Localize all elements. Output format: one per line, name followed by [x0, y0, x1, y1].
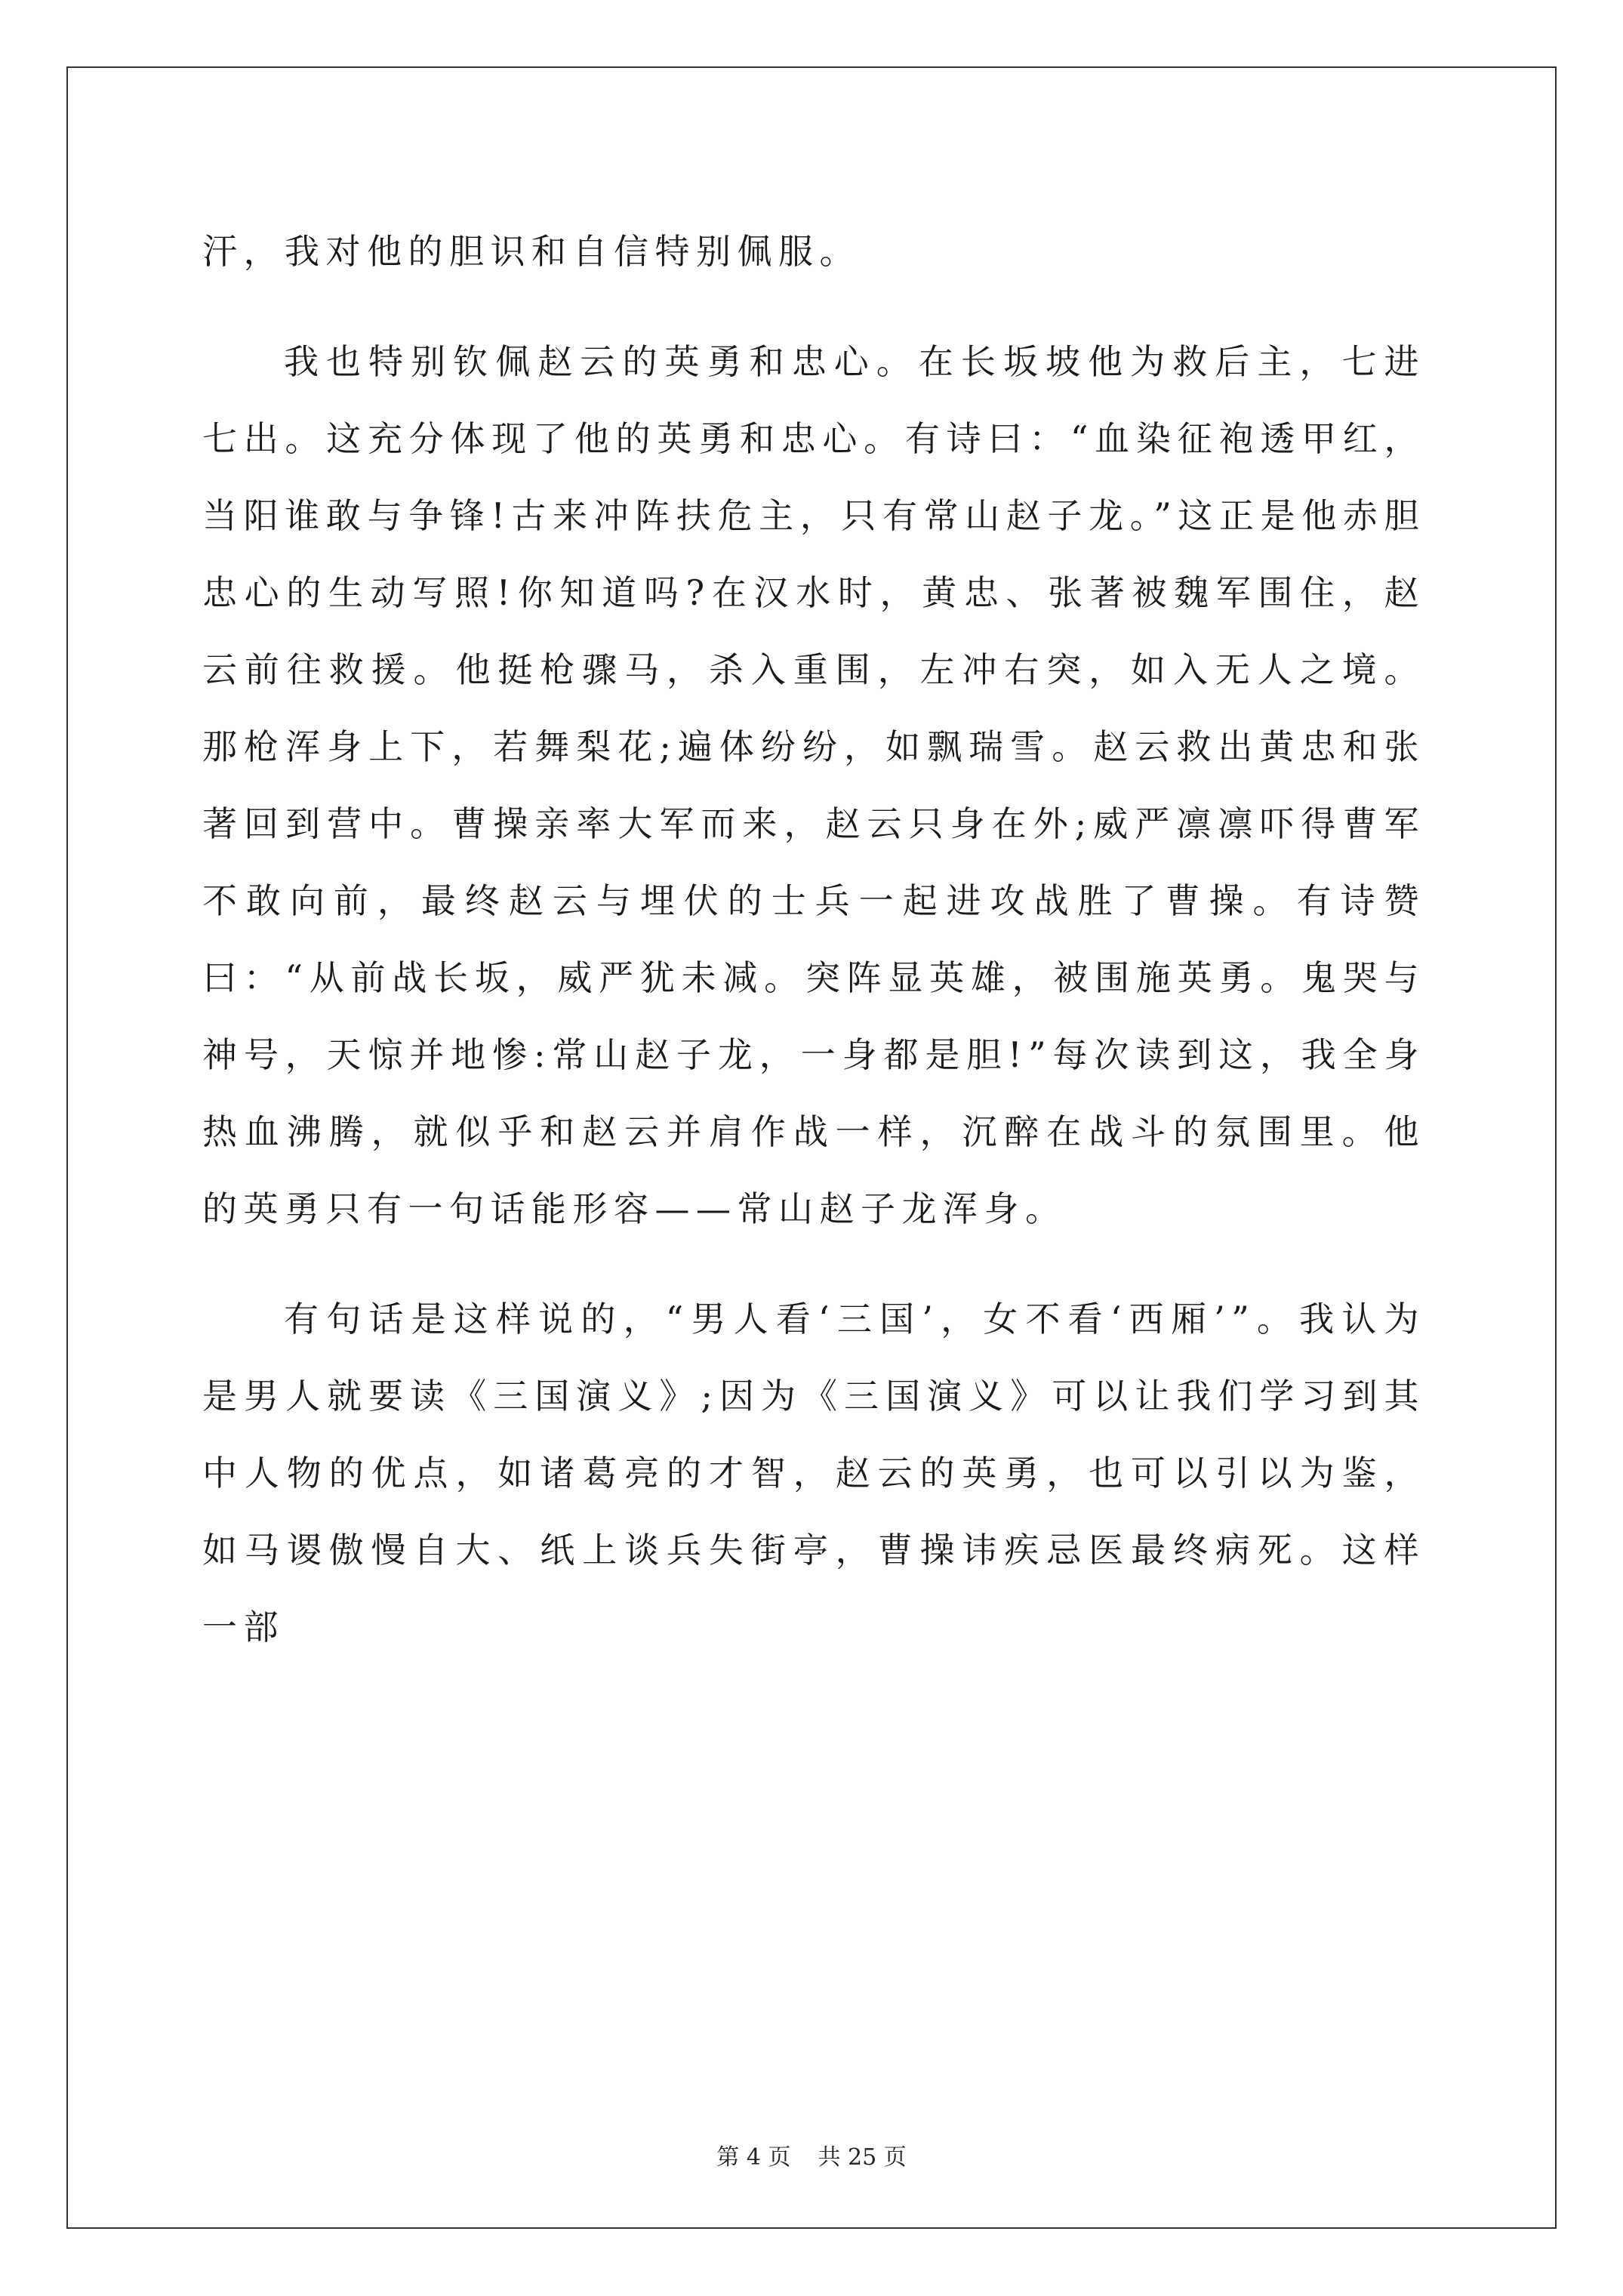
- page-footer: [0, 2143, 1623, 2173]
- paragraph-continuation: 汗，我对他的胆识和自信特别佩服。: [202, 231, 861, 272]
- document-body: [202, 213, 1425, 1666]
- page-total: 共 25 页: [818, 2144, 907, 2171]
- page-number: 第 4 页: [716, 2144, 791, 2171]
- paragraph-zhao-yun: 我也特别钦佩赵云的英勇和忠心。在长坂坡他为救后主，七进七出。这充分体现了他的英勇和忠心。有诗曰：“血染征袍透甲红，当阳谁敢与争锋!古来冲阵扶危主，只有常山赵子龙。”这正是他赤胆忠心的生动写照!你知道吗?在汉水时，黄忠、张著被魏军围住，赵云前往救援。他挺枪骤马，杀入重围，左冲右突，如入无人之境。那枪浑身上下，若舞梨花;遍体纷纷，如飘瑞雪。赵云救出黄忠和张著回到营中。曹操亲率大军而来，赵云只身在外;威严凛凛吓得曹军不敢向前，最终赵云与埋伏的士兵一起进攻战胜了曹操。有诗赞曰：“从前战长坂，威严犹未减。突阵显英雄，被围施英勇。鬼哭与神号，天惊并地惨:常山赵子龙，一身都是胆!”每次读到这，我全身热血沸腾，就似乎和赵云并肩作战一样，沉醉在战斗的氛围里。他的英勇只有一句话能形容——常山赵子龙浑身。: [202, 341, 1425, 1229]
- paragraph-saying: 有句话是这样说的，“男人看‘三国’，女不看‘西厢’”。我认为是男人就要读《三国演义》;因为《三国演义》可以让我们学习到其中人物的优点，如诸葛亮的才智，赵云的英勇，也可以引以为鉴，如马谡傲慢自大、纸上谈兵失街亭，曹操讳疾忌医最终病死。这样一部: [202, 1299, 1425, 1647]
